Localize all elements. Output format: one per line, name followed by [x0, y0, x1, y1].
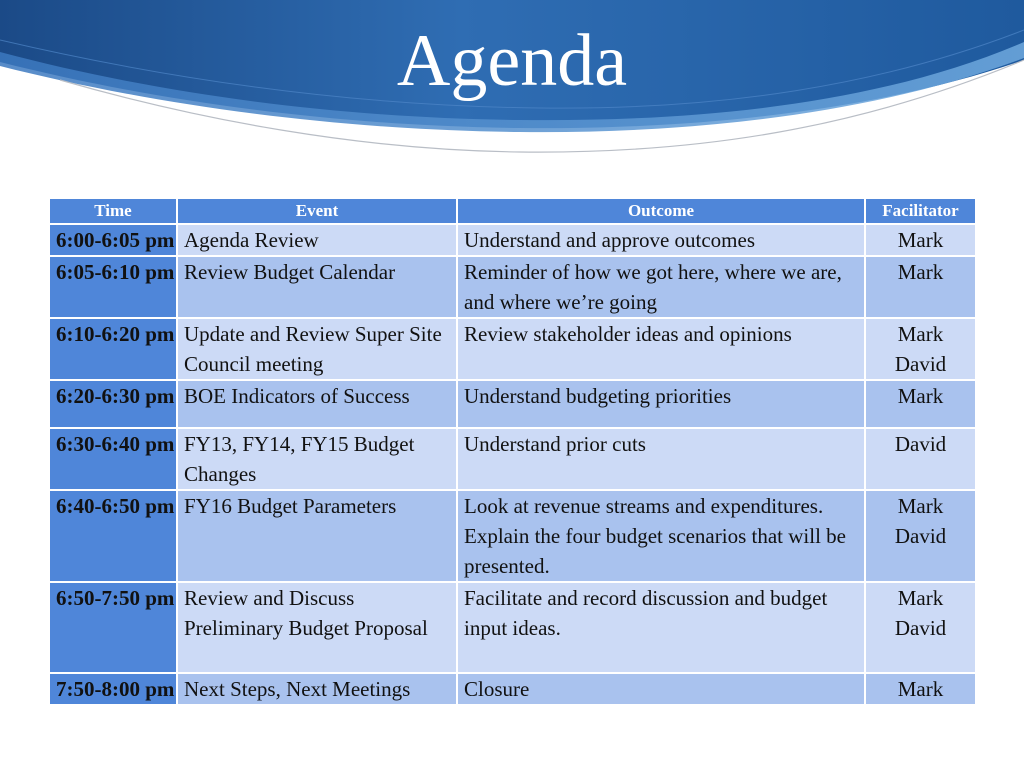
- column-header-facilitator: Facilitator: [865, 198, 976, 224]
- event-cell: Next Steps, Next Meetings: [177, 673, 457, 705]
- time-cell: 6:40-6:50 pm: [49, 490, 177, 582]
- time-cell: 6:05-6:10 pm: [49, 256, 177, 318]
- facilitator-name: Mark: [897, 586, 944, 610]
- column-header-event: Event: [177, 198, 457, 224]
- outcome-cell: Understand prior cuts: [457, 428, 865, 490]
- facilitator-name: David: [894, 616, 947, 640]
- event-cell: Review and Discuss Preliminary Budget Proposal: [177, 582, 457, 673]
- time-cell: 7:50-8:00 pm: [49, 673, 177, 705]
- facilitator-cell: [865, 256, 976, 318]
- table-row: [49, 318, 976, 380]
- facilitator-cell: [865, 428, 976, 490]
- facilitator-cell: [865, 490, 976, 582]
- facilitator-cell: [865, 380, 976, 428]
- table-row: [49, 490, 976, 582]
- time-cell: 6:50-7:50 pm: [49, 582, 177, 673]
- facilitator-name: David: [894, 432, 947, 456]
- outcome-cell: Facilitate and record discussion and budget input ideas.: [457, 582, 865, 673]
- table-row: [49, 380, 976, 428]
- time-cell: 6:10-6:20 pm: [49, 318, 177, 380]
- table-row: [49, 256, 976, 318]
- facilitator-name: Mark: [897, 494, 944, 518]
- outcome-cell: Understand budgeting priorities: [457, 380, 865, 428]
- facilitator-name: Mark: [897, 260, 944, 284]
- facilitator-name: Mark: [897, 384, 944, 408]
- facilitator-name: Mark: [897, 322, 944, 346]
- table-row: [49, 673, 976, 705]
- table-row: [49, 582, 976, 673]
- facilitator-cell: [865, 582, 976, 673]
- event-cell: FY16 Budget Parameters: [177, 490, 457, 582]
- outcome-cell: Reminder of how we got here, where we are, and where we’re going: [457, 256, 865, 318]
- facilitator-cell: [865, 224, 976, 256]
- event-cell: BOE Indicators of Success: [177, 380, 457, 428]
- event-cell: FY13, FY14, FY15 Budget Changes: [177, 428, 457, 490]
- column-header-time: Time: [49, 198, 177, 224]
- time-cell: 6:30-6:40 pm: [49, 428, 177, 490]
- outcome-cell: Understand and approve outcomes: [457, 224, 865, 256]
- time-cell: 6:00-6:05 pm: [49, 224, 177, 256]
- facilitator-name: David: [894, 524, 947, 548]
- table-header-row: [49, 198, 976, 224]
- event-cell: Agenda Review: [177, 224, 457, 256]
- table-row: [49, 428, 976, 490]
- page-title: Agenda: [396, 20, 628, 102]
- column-header-outcome: Outcome: [457, 198, 865, 224]
- outcome-cell: Closure: [457, 673, 865, 705]
- facilitator-name: Mark: [897, 228, 944, 252]
- event-cell: Update and Review Super Site Council meeting: [177, 318, 457, 380]
- facilitator-cell: [865, 673, 976, 705]
- time-cell: 6:20-6:30 pm: [49, 380, 177, 428]
- facilitator-name: Mark: [897, 677, 944, 701]
- table-row: [49, 224, 976, 256]
- facilitator-name: David: [894, 352, 947, 376]
- outcome-cell: Look at revenue streams and expenditures. Explain the four budget scenarios that will be presented.: [457, 490, 865, 582]
- event-cell: Review Budget Calendar: [177, 256, 457, 318]
- agenda-table: [48, 197, 977, 706]
- title-banner: [0, 0, 1024, 170]
- outcome-cell: Review stakeholder ideas and opinions: [457, 318, 865, 380]
- facilitator-cell: [865, 318, 976, 380]
